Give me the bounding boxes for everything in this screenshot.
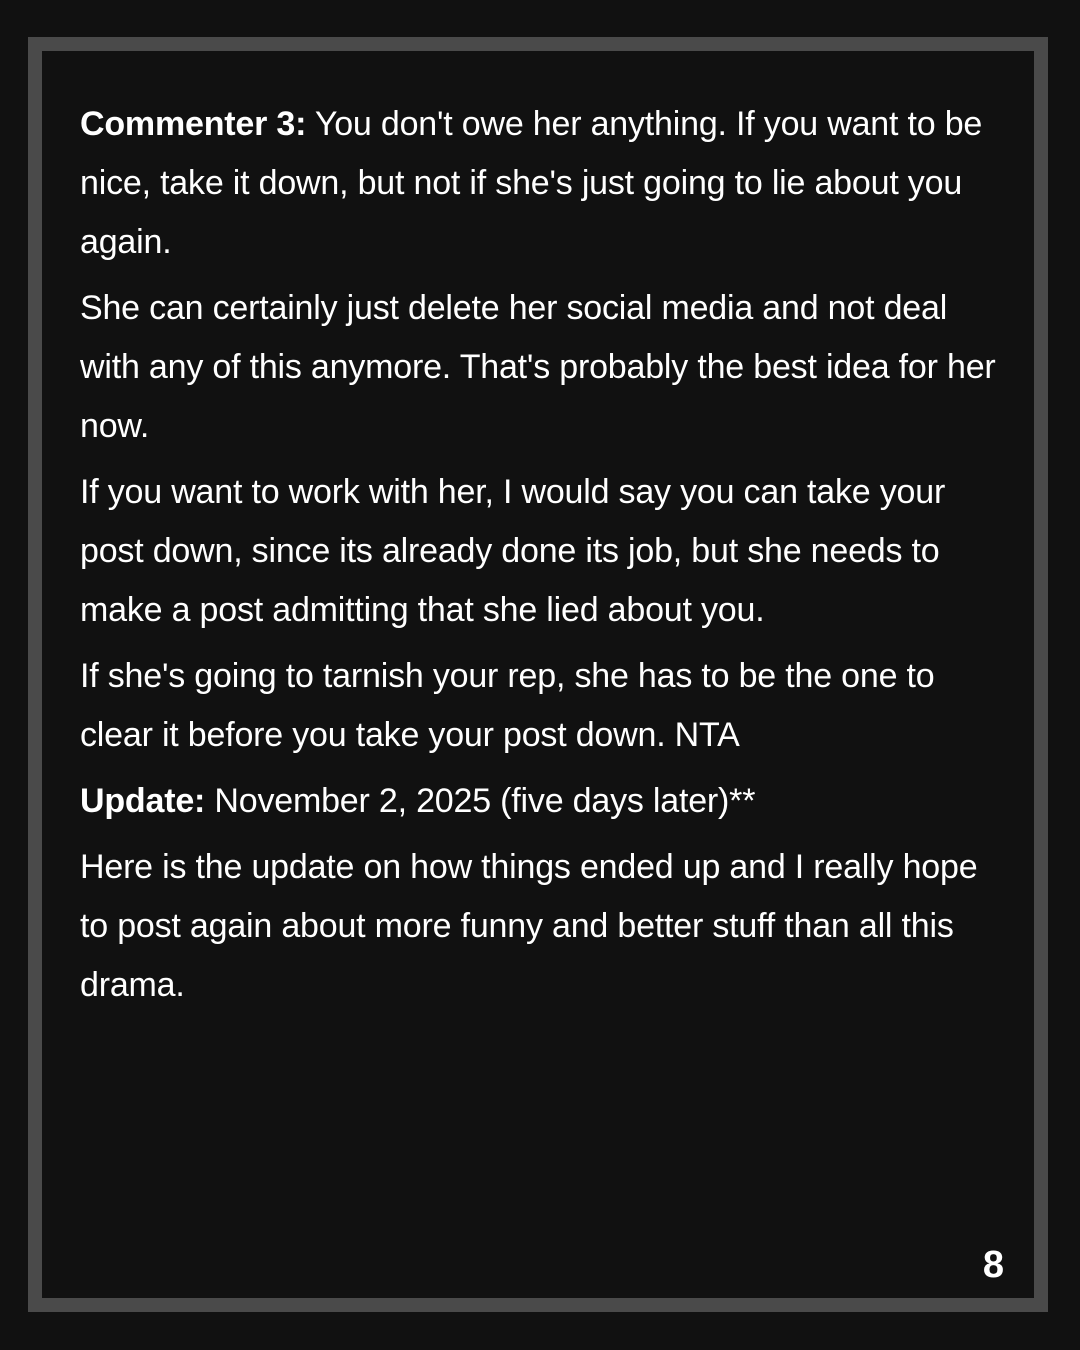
post-card xyxy=(28,37,1048,1312)
paragraph-text: Here is the update on how things ended up and I really hope to post again about more funny and better stuff than all this drama. xyxy=(80,848,978,1004)
comment-paragraph xyxy=(80,279,1010,456)
paragraph-text: She can certainly just delete her social media and not deal with any of this anymore. That's probably the best idea for her now. xyxy=(80,289,996,445)
update-label: Update: xyxy=(80,782,206,820)
page-number: 8 xyxy=(982,1244,1004,1286)
update-date: November 2, 2025 (five days later)** xyxy=(205,782,756,820)
paragraph-text: If you want to work with her, I would say you can take your post down, since its already done its job, but she needs to make a post admitting that she lied about you. xyxy=(80,473,946,629)
commenter-label: Commenter 3: xyxy=(80,105,307,143)
update-heading xyxy=(80,772,1010,831)
update-paragraph xyxy=(80,838,1010,1015)
comment-paragraph xyxy=(80,647,1010,765)
paragraph-text: If she's going to tarnish your rep, she has to be the one to clear it before you take your post down. NTA xyxy=(80,657,935,754)
paragraph-text: You don't owe her anything. If you want to be nice, take it down, but not if she's just going to lie about you again. xyxy=(80,105,983,261)
comment-paragraph xyxy=(80,95,1010,272)
post-body xyxy=(80,95,1010,1022)
comment-paragraph xyxy=(80,463,1010,640)
